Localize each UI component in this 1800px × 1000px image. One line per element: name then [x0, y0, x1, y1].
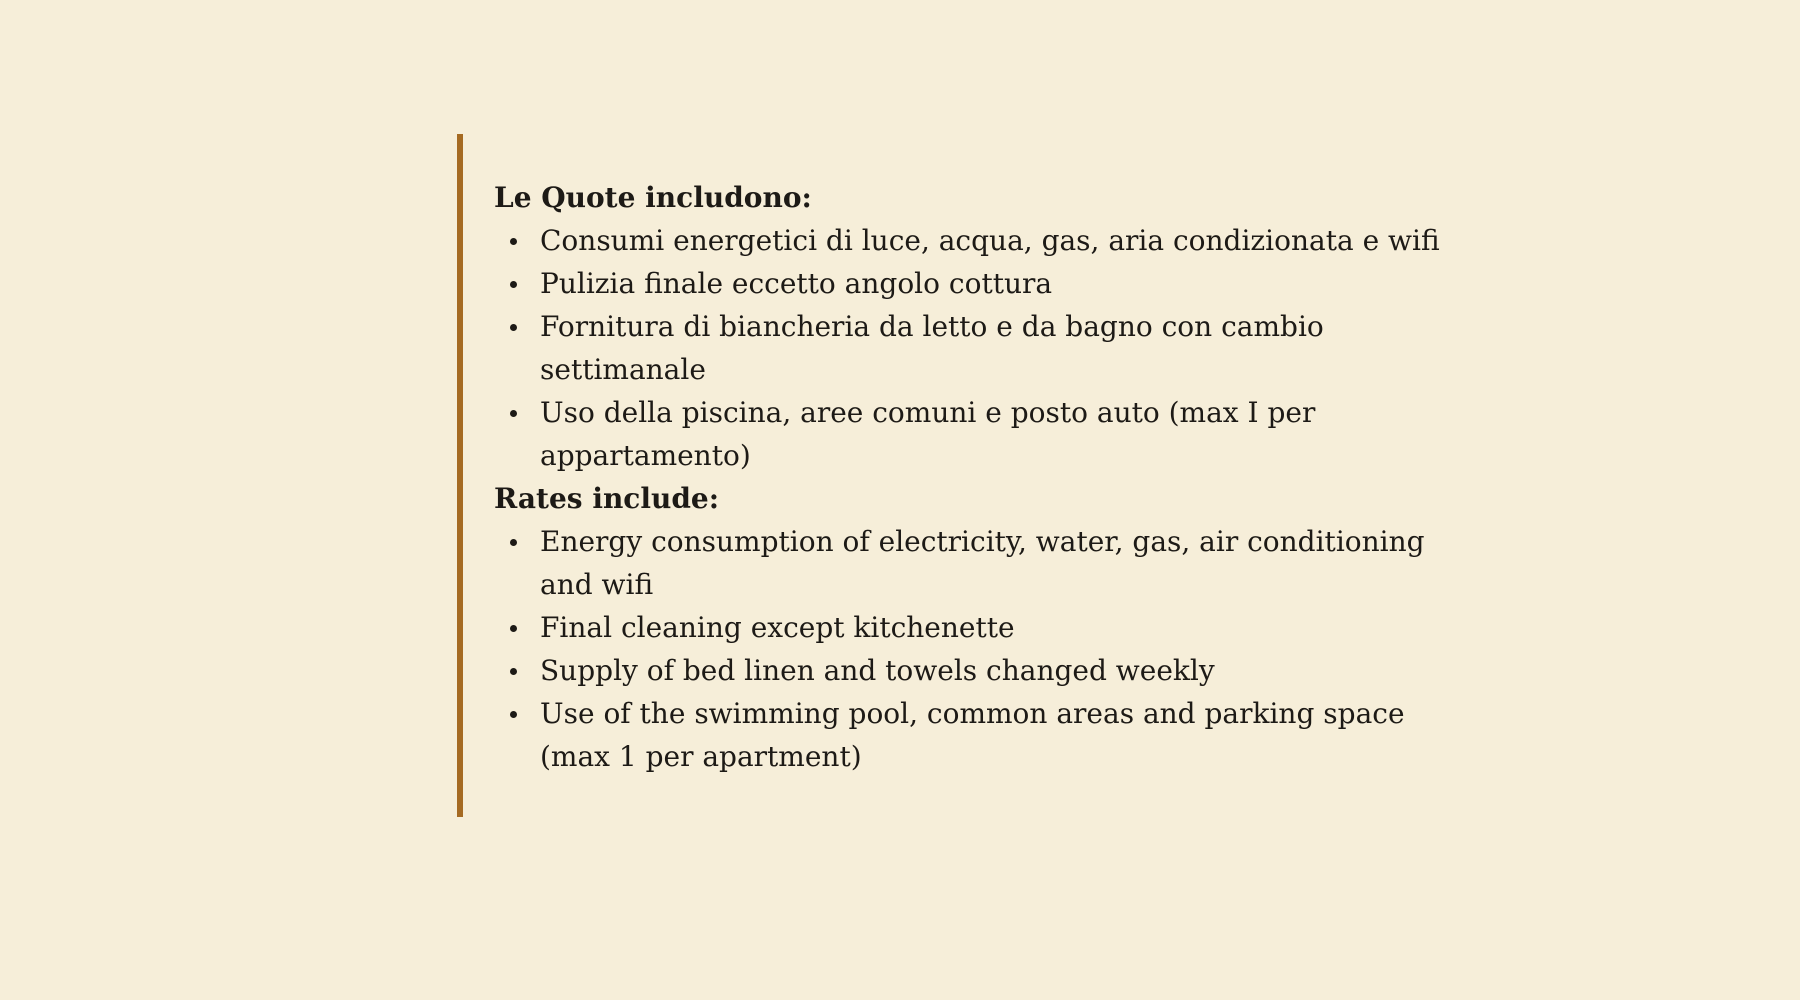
english-inclusions-list [494, 520, 1464, 778]
section-english [494, 477, 1464, 778]
accent-vertical-bar [457, 134, 463, 817]
bullet-icon [510, 539, 517, 546]
bullet-icon [510, 625, 517, 632]
list-item-text: Fornitura di biancheria da letto e da bagno con cambio settimanale [540, 310, 1324, 386]
list-item-text: Energy consumption of electricity, water, gas, air conditioning and wifi [540, 525, 1425, 601]
list-item-text: Final cleaning except kitchenette [540, 611, 1015, 644]
section-italian [494, 176, 1464, 477]
list-item [494, 649, 1464, 692]
list-item [494, 219, 1464, 262]
bullet-icon [510, 668, 517, 675]
list-item [494, 606, 1464, 649]
bullet-icon [510, 410, 517, 417]
list-item-text: Supply of bed linen and towels changed weekly [540, 654, 1215, 687]
section-title-italian: Le Quote includono: [494, 181, 812, 214]
bullet-icon [510, 281, 517, 288]
list-item [494, 305, 1464, 391]
rates-content [494, 176, 1464, 778]
list-item-text: Uso della piscina, aree comuni e posto auto (max I per appartamento) [540, 396, 1316, 472]
bullet-icon [510, 324, 517, 331]
bullet-icon [510, 238, 517, 245]
list-item [494, 692, 1464, 778]
section-title-english: Rates include: [494, 482, 720, 515]
list-item [494, 262, 1464, 305]
list-item [494, 520, 1464, 606]
bullet-icon [510, 711, 517, 718]
list-item-text: Consumi energetici di luce, acqua, gas, aria condizionata e wifi [540, 224, 1440, 257]
list-item-text: Use of the swimming pool, common areas and parking space (max 1 per apartment) [540, 697, 1405, 773]
italian-inclusions-list [494, 219, 1464, 477]
list-item-text: Pulizia finale eccetto angolo cottura [540, 267, 1053, 300]
list-item [494, 391, 1464, 477]
